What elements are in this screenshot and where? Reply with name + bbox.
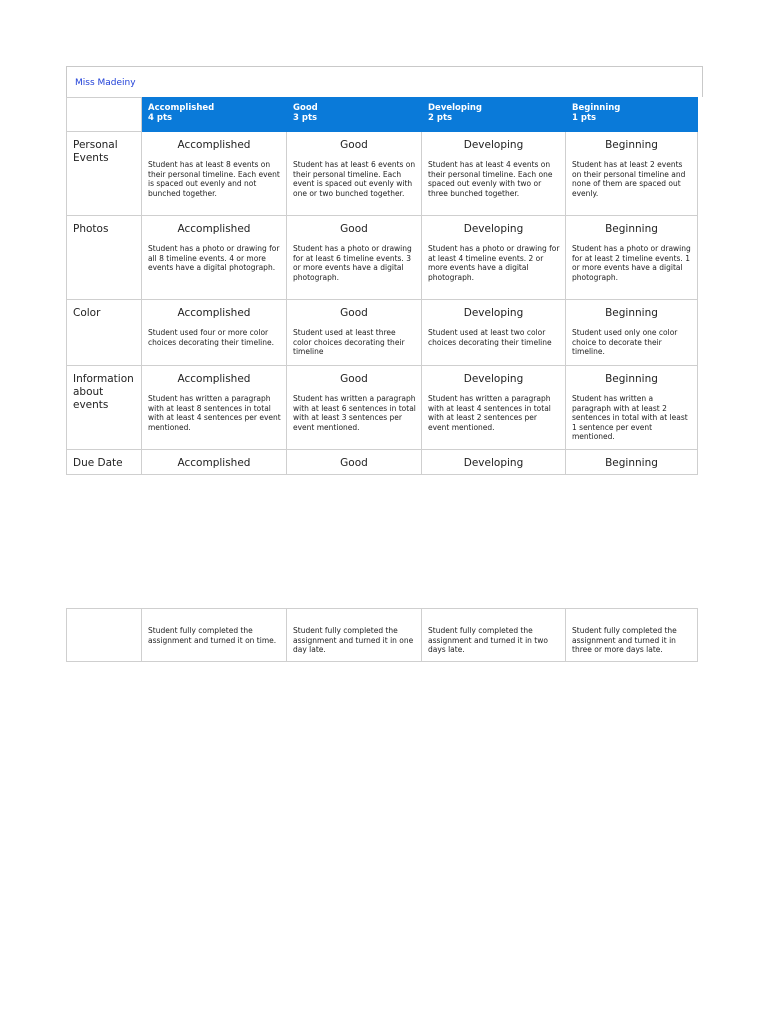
rating-title: Good [340, 139, 368, 151]
rubric-header-row [67, 98, 698, 132]
rating-cell [422, 609, 566, 662]
rating-title: Beginning [605, 223, 658, 235]
rating-cell [287, 300, 422, 366]
rubric-header-bar [66, 66, 703, 97]
rating-description: Student has written a paragraph with at least 2 sentences in total with at least 1 sentence per event mentioned. [572, 394, 688, 441]
rating-title: Accomplished [177, 373, 251, 385]
level-name: Beginning [572, 103, 621, 113]
rating-cell [287, 609, 422, 662]
rating-description: Student fully completed the assignment and turned it in one day late. [293, 626, 414, 654]
rating-cell [287, 450, 422, 475]
level-points: 2 pts [428, 112, 453, 123]
level-header-accomplished [142, 98, 287, 132]
rating-description: Student fully completed the assignment and turned it on time. [148, 626, 277, 645]
rating-description: Student used only one color choice to decorate their timeline. [572, 328, 678, 356]
rating-cell [142, 609, 287, 662]
rating-title: Developing [463, 139, 524, 151]
rating-title: Developing [463, 457, 524, 469]
rating-cell [566, 366, 698, 450]
rubric-table [66, 97, 698, 475]
rating-title: Accomplished [177, 139, 251, 151]
criterion-row-due-date [67, 450, 698, 475]
rating-description: Student has a photo or drawing for at least 4 timeline events. 2 or more events have a digital photograph. [428, 244, 560, 282]
criterion-row-information [67, 366, 698, 450]
rating-title: Beginning [605, 373, 658, 385]
level-name: Accomplished [148, 103, 215, 113]
rating-description: Student used at least three color choices decorating their timeline [293, 328, 405, 356]
rating-description: Student has a photo or drawing for at least 2 timeline events. 1 or more events have a digital photograph. [572, 244, 691, 282]
criterion-label: Photos [67, 216, 142, 300]
rating-cell [142, 132, 287, 216]
rating-cell [422, 216, 566, 300]
rating-cell [422, 366, 566, 450]
rating-cell [287, 132, 422, 216]
rating-title: Beginning [605, 307, 658, 319]
rating-description: Student has at least 2 events on their personal timeline and none of them are spaced out evenly. [572, 160, 686, 198]
rating-description: Student has at least 6 events on their personal timeline. Each event is spaced out evenly with one or two bunched together. [293, 160, 416, 198]
criterion-label: Personal Events [67, 132, 142, 216]
criterion-label: Information about events [67, 366, 142, 450]
rating-cell [566, 216, 698, 300]
criterion-label-empty [67, 609, 142, 662]
rating-title: Good [340, 457, 368, 469]
rating-title: Beginning [605, 457, 658, 469]
level-header-good [287, 98, 422, 132]
rating-description: Student has written a paragraph with at least 4 sentences in total with at least 2 sentences per event mentioned. [428, 394, 551, 432]
rating-cell [422, 132, 566, 216]
rating-cell [287, 216, 422, 300]
rating-cell [287, 366, 422, 450]
rating-description: Student has written a paragraph with at least 8 sentences in total with at least 4 sentences per event mentioned. [148, 394, 281, 432]
level-points: 1 pts [572, 112, 597, 123]
rating-title: Good [340, 307, 368, 319]
rating-title: Accomplished [177, 223, 251, 235]
criterion-row-personal-events [67, 132, 698, 216]
rating-cell [142, 300, 287, 366]
criterion-row-photos [67, 216, 698, 300]
corner-cell [67, 98, 142, 132]
rating-title: Accomplished [177, 307, 251, 319]
criterion-row-color [67, 300, 698, 366]
rating-description: Student used four or more color choices decorating their timeline. [148, 328, 274, 347]
rating-cell [566, 609, 698, 662]
rating-description: Student has written a paragraph with at least 6 sentences in total with at least 3 sentences per event mentioned. [293, 394, 416, 432]
level-name: Developing [428, 103, 483, 113]
rating-description: Student used at least two color choices decorating their timeline [428, 328, 552, 347]
rating-title: Developing [463, 373, 524, 385]
teacher-name: Miss Madeiny [75, 78, 136, 88]
rating-cell [422, 300, 566, 366]
level-points: 4 pts [148, 112, 173, 123]
rating-description: Student fully completed the assignment and turned it in three or more days late. [572, 626, 677, 654]
rating-cell [566, 450, 698, 475]
level-points: 3 pts [293, 112, 318, 123]
level-header-beginning [566, 98, 698, 132]
rating-title: Beginning [605, 139, 658, 151]
criterion-row-due-date-continued [67, 609, 698, 662]
rating-title: Developing [463, 223, 524, 235]
rating-title: Good [340, 373, 368, 385]
rating-cell [142, 216, 287, 300]
rubric-table-continued [66, 608, 698, 662]
level-name: Good [293, 103, 318, 113]
rating-cell [566, 300, 698, 366]
criterion-label: Color [67, 300, 142, 366]
rating-description: Student fully completed the assignment and turned it in two days late. [428, 626, 548, 654]
rating-description: Student has a photo or drawing for all 8 timeline events. 4 or more events have a digital photograph. [148, 244, 280, 272]
rating-cell [142, 366, 287, 450]
rating-description: Student has at least 8 events on their personal timeline. Each event is spaced out evenly and not bunched together. [148, 160, 280, 198]
rating-description: Student has a photo or drawing for at least 6 timeline events. 3 or more events have a digital photograph. [293, 244, 412, 282]
criterion-label: Due Date [67, 450, 142, 475]
level-header-developing [422, 98, 566, 132]
rating-cell [142, 450, 287, 475]
rating-title: Accomplished [177, 457, 251, 469]
rating-description: Student has at least 4 events on their personal timeline. Each one spaced out evenly with two or three bunched together. [428, 160, 553, 198]
rating-cell [566, 132, 698, 216]
rating-title: Good [340, 223, 368, 235]
rating-title: Developing [463, 307, 524, 319]
rating-cell [422, 450, 566, 475]
